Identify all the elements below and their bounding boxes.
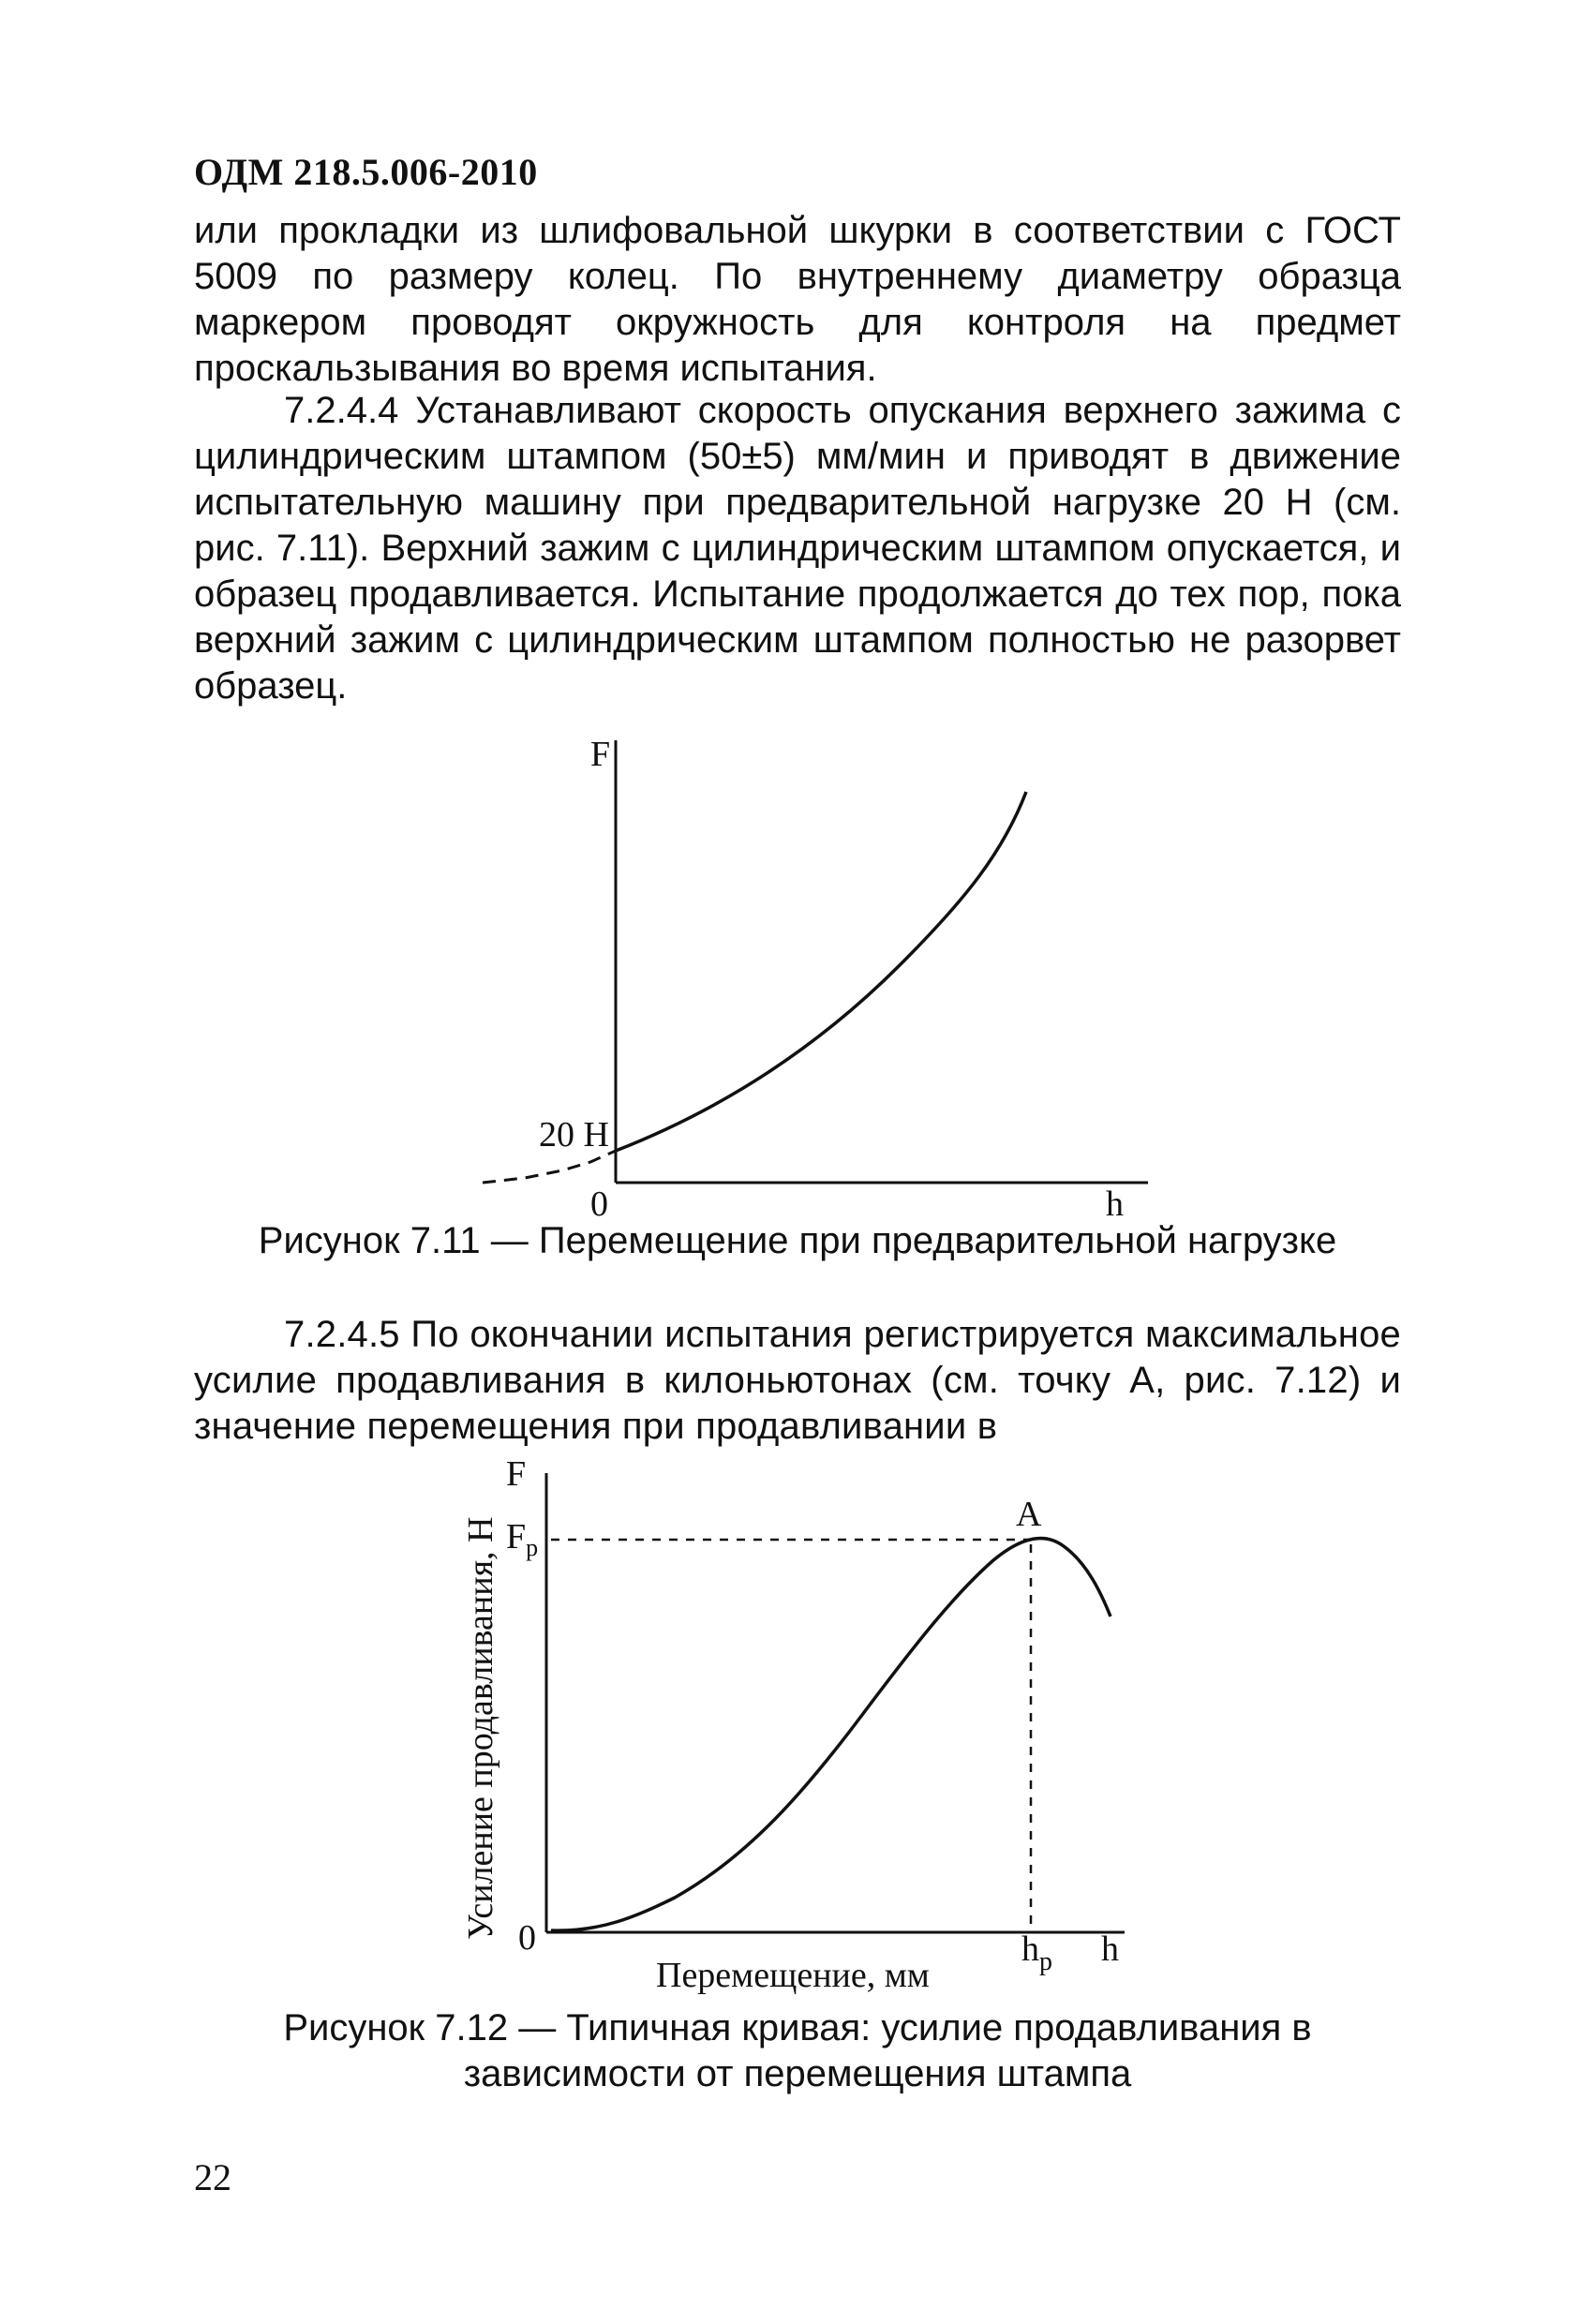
fig2-fp-subscript: р	[526, 1534, 539, 1561]
figure-7-12-caption-line2: зависимости от перемещения штампа	[463, 2053, 1132, 2094]
figure-7-12-caption	[0, 2005, 1595, 2097]
paragraph-7-2-4-4	[194, 388, 1401, 709]
fig2-hp-subscript: р	[1039, 1947, 1052, 1976]
document-header: ОДМ 218.5.006-2010	[194, 151, 538, 193]
fig2-x-axis-title: Перемещение, мм	[656, 1956, 930, 1995]
paragraph-continuation	[194, 208, 1401, 392]
figure-7-11-caption: Рисунок 7.11 — Перемещение при предварительной нагрузке	[258, 1220, 1337, 1261]
fig2-curve	[551, 1539, 1111, 1931]
fig2-y-top-label: F	[506, 1454, 527, 1494]
figure-7-12-caption-line1: Рисунок 7.12 — Типичная кривая: усилие продавливания в	[283, 2007, 1312, 2048]
fig1-curve	[616, 792, 1026, 1151]
fig1-preload-label: 20 Н	[539, 1115, 609, 1155]
paragraph-7-2-4-5	[194, 1312, 1401, 1450]
fig1-dashed-extrapolation	[483, 1151, 616, 1183]
fig2-hp-label: $h_р$	[1021, 1929, 1052, 1976]
fig1-origin-label: 0	[590, 1184, 608, 1224]
paragraph-3: 7.2.4.5 По окончании испытания регистрируется максимальное усилие продавливания в килоньютонах (см. точку А, рис. 7.12) и значение перемещения при продавливании в	[194, 1314, 1401, 1447]
fig2-fp-label: $F_р$	[506, 1517, 539, 1561]
fig2-origin-label: 0	[518, 1918, 536, 1958]
fig1-x-label: h	[1106, 1184, 1124, 1224]
paragraph-1: или прокладки из шлифовальной шкурки в соответствии с ГОСТ 5009 по размеру колец. По внутреннему диаметру образца маркером проводят окружность для контроля на предмет проскальзывания во время испытания.	[194, 210, 1401, 389]
fig2-y-axis-title: Усиление продавливания, Н	[461, 1516, 500, 1940]
fig1-y-label: F	[590, 735, 611, 774]
fig2-x-end-label: h	[1101, 1929, 1119, 1969]
page-number: 22	[194, 2156, 231, 2198]
paragraph-2: 7.2.4.4 Устанавливают скорость опускания верхнего зажима с цилиндрическим штампом (50±5) мм/мин и приводят в движение испытательную машину при предварительной нагрузке 20 Н (см. рис. 7.11). Верхний зажим с цилиндрическим штампом опускается, и образец продавливается. Испытание продолжается до тех пор, пока верхний зажим с цилиндрическим штампом полностью не разорвет образец.	[194, 390, 1401, 707]
fig2-point-a-label: А	[1016, 1495, 1042, 1534]
